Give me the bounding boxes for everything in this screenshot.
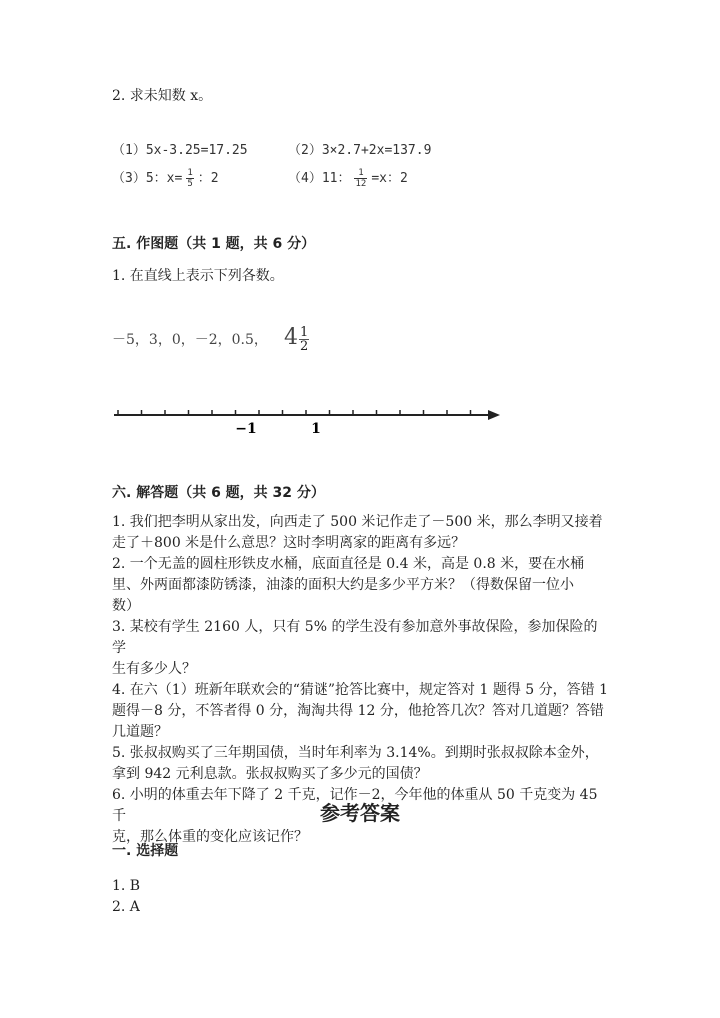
body-line: 走了＋800 米是什么意思？这时李明离家的距离有多远？	[112, 535, 466, 551]
equation-3-fraction	[186, 168, 193, 189]
body-line: 题得－8 分，不答者得 0 分，淘淘共得 12 分，他抢答几次？答对几道题？答错	[112, 703, 604, 719]
mixed-whole: 4	[284, 325, 298, 350]
fraction-numerator: 1	[187, 168, 193, 178]
section-6-title: 六. 解答题（共 6 题，共 32 分）	[112, 485, 325, 501]
equation-3-suffix: ：2	[197, 171, 219, 186]
body-line: 生有多少人？	[112, 661, 196, 677]
equation-3	[112, 167, 219, 189]
equation-4-fraction	[354, 168, 367, 189]
mixed-numerator: 1	[300, 325, 309, 340]
equation-4-suffix: =x：2	[371, 171, 408, 186]
axis-label-neg-1: −1	[235, 421, 257, 437]
number-line	[110, 400, 510, 440]
answer-1: 1. B	[112, 878, 141, 894]
answers-section-1-title: 一. 选择题	[112, 843, 179, 859]
mixed-denominator: 2	[300, 339, 309, 354]
number-line-arrow-icon	[488, 410, 500, 420]
body-line: 1. 我们把李明从家出发，向西走了 500 米记作走了－500 米，那么李明又接着	[112, 514, 603, 530]
fraction-denominator: 12	[355, 179, 367, 189]
body-line: 几道题？	[112, 724, 168, 740]
numbers-list: －5，3，0，－2，0.5，	[112, 332, 268, 348]
section-5-question-1: 1. 在直线上表示下列各数。	[112, 268, 284, 284]
q2-heading: 2. 求未知数 x。	[112, 88, 213, 104]
body-line: 6. 小明的体重去年下降了 2 千克，记作－2，今年他的体重从 50 千克变为 45 千	[112, 787, 598, 824]
equation-4	[288, 167, 408, 189]
body-line: 拿到 942 元利息款。张叔叔购买了多少元的国债？	[112, 766, 428, 782]
mixed-fraction	[299, 326, 309, 353]
body-line: 克，那么体重的变化应该记作？	[112, 829, 308, 845]
fraction-denominator: 5	[187, 179, 193, 189]
body-line: 数）	[112, 598, 140, 614]
equation-4-prefix: （4）11：	[288, 171, 351, 186]
answers-title: 参考答案	[320, 801, 400, 825]
body-line: 4. 在六（1）班新年联欢会的“猜谜”抢答比赛中，规定答对 1 题得 5 分，答错 1	[112, 682, 609, 698]
fraction-numerator: 1	[354, 168, 367, 179]
mixed-number	[284, 325, 309, 353]
answer-2: 2. A	[112, 899, 140, 915]
equation-2: （2）3×2.7+2x=137.9	[288, 143, 432, 158]
body-line: 里、外两面都漆防锈漆，油漆的面积大约是多少平方米？（得数保留一位小	[112, 577, 574, 593]
body-line: 3. 某校有学生 2160 人，只有 5% 的学生没有参加意外事故保险，参加保险的学	[112, 619, 598, 656]
equation-3-prefix: （3）5：x=	[112, 171, 183, 186]
section-5-title: 五. 作图题（共 1 题，共 6 分）	[112, 236, 316, 252]
body-line: 5. 张叔叔购买了三年期国债，当时年利率为 3.14%。到期时张叔叔除本金外，	[112, 745, 599, 761]
axis-label-1: 1	[311, 421, 321, 437]
body-line: 2. 一个无盖的圆柱形铁皮水桶，底面直径是 0.4 米，高是 0.8 米，要在水桶	[112, 556, 585, 572]
equation-1: （1）5x-3.25=17.25	[112, 143, 248, 158]
